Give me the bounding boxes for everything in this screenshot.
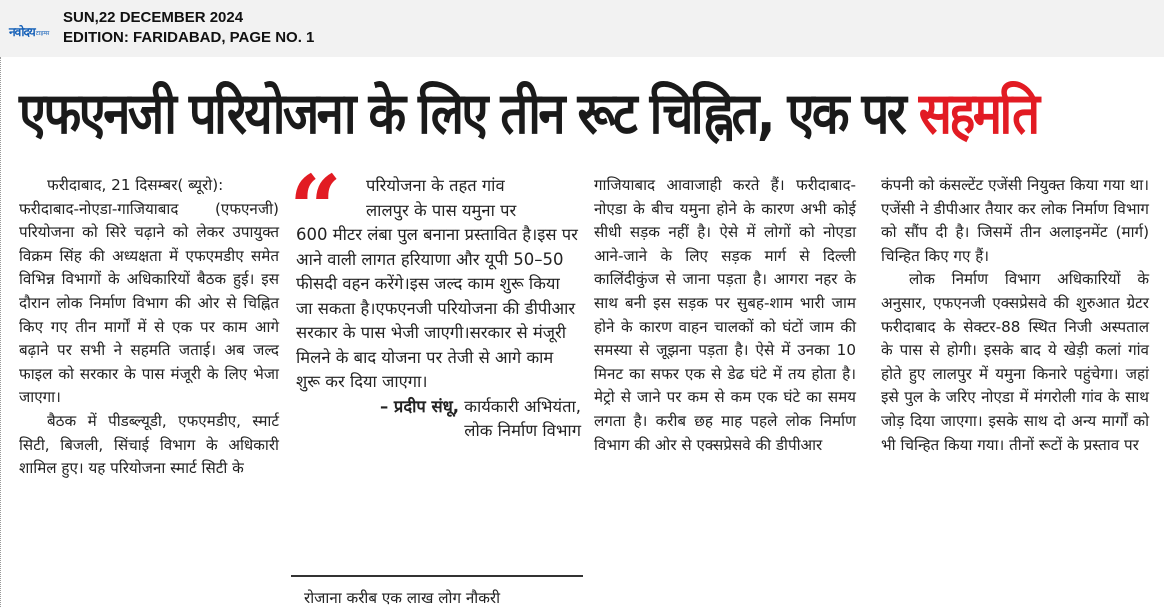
edition-date: SUN,22 DECEMBER 2024	[63, 9, 244, 26]
paragraph: कंपनी को कंसल्टेंट एजेंसी नियुक्त किया गया था। एजेंसी ने डीपीआर तैयार कर लोक निर्माण विभाग को सौंप दी है। जिसमें तीन अलाइनमेंट (मार्ग) चिन्हित किए गए हैं।	[881, 176, 1149, 265]
headline-accent: सहमति	[918, 81, 1038, 147]
quote-divider	[291, 575, 583, 577]
edition-header-bar	[0, 0, 1164, 57]
article-column-4	[881, 174, 1149, 457]
newspaper-page	[0, 57, 1164, 607]
article-column-3	[594, 174, 856, 457]
quote-line-2: लालपुर के पास यमुना पर	[366, 200, 517, 220]
logo-sub-text: टाइम्स	[35, 30, 50, 37]
headline-main: एफएनजी परियोजना के लिए तीन रूट चिह्नित, एक पर	[19, 81, 919, 147]
paragraph: लोक निर्माण विभाग अधिकारियों के अनुसार, एफएनजी एक्सप्रेसवे की शुरुआत ग्रेटर फरीदाबाद के सेक्टर-88 स्थित निजी अस्पताल के पास से होगी। इसके बाद ये खेड़ी कलां गांव होते हुए लालपुर में यमुना किनारे पहुंचेगा। जहां इसे पुल के जरिए नोएडा में मंगरोली गांव के साथ जोड़ दिया जाएगा। इसके साथ दो अन्य मार्गों को भी चिन्हित किया गया। तीनों रूटों के प्रस्ताव पर	[881, 270, 1149, 454]
quote-line-1: परियोजना के तहत गांव	[366, 176, 505, 195]
paragraph: गाजियाबाद आवाजाही करते हैं। फरीदाबाद-नोएडा के बीच यमुना होने के कारण अभी कोई सीधी सड़क नहीं है। ऐसे में लोगों को नोएडा आने-जाने के लिए सड़क मार्ग से दिल्ली कालिंदीकुंज से जाना पड़ता है। आगरा नहर के साथ बनी इस सड़क पर सुबह-शाम भारी जाम होने के कारण वाहन चालकों को घंटों जाम की समस्या से जूझना पड़ता है। ऐसे में उनका 10 मिनट का सफर एक से डेढ घंटे में तय होता है।मेट्रो से जाने पर कम से कम एक घंटे का समय लगता है। करीब छह माह पहले लोक निर्माण विभाग की ओर से एक्सप्रेसवे की डीपीआर	[594, 176, 856, 454]
article-column-1	[19, 174, 279, 481]
quote-open-icon: “	[289, 155, 342, 263]
attribution-dept: लोक निर्माण विभाग	[464, 421, 581, 440]
paragraph: बैठक में पीडब्ल्यूडी, एफएमडीए, स्मार्ट सिटी, बिजली, सिंचाई विभाग के अधिकारी शामिल हुए। यह परियोजना स्मार्ट सिटी के	[19, 411, 279, 478]
article-column-2-continued: रोजाना करीब एक लाख लोग नौकरी	[304, 589, 501, 607]
pull-quote	[296, 174, 581, 444]
dateline: फरीदाबाद, 21 दिसम्बर( ब्यूरो):	[47, 176, 224, 194]
newspaper-logo	[9, 19, 51, 39]
edition-meta	[63, 8, 314, 48]
paragraph: फरीदाबाद-नोएडा-गाजियाबाद (एफएनजी) परियोजना को सिरे चढ़ाने को लेकर उपायुक्त विक्रम सिंह की अध्यक्षता में एफएमडीए समेत विभिन्न विभागों के अधिकारियों बैठक हुई। इस दौरान लोक निर्माण विभाग की ओर से चिह्नित किए गए तीन मार्गों में से एक पर काम आगे बढ़ाने पर सभी ने सहमति जताई। अब जल्द फाइल को सरकार के पास मंजूरी के लिए भेजा जाएगा।	[19, 199, 279, 407]
attribution-title: कार्यकारी अभियंता,	[459, 396, 581, 416]
edition-page: EDITION: FARIDABAD, PAGE NO. 1	[63, 29, 315, 46]
logo-main-text: नवोदय	[9, 25, 35, 39]
attribution-name: – प्रदीप संधू,	[379, 396, 460, 416]
quote-attribution	[296, 395, 581, 420]
quote-body: 600 मीटर लंबा पुल बनाना प्रस्तावित है।इस पर आने वाली लागत हरियाणा और यूपी 50–50 फीसदी वहन करेंगे।इस जल्द काम शुरू किया जा सकता है।एफएनजी परियोजना की डीपीआर सरकार के पास भेजी जाएगी।सरकार से मंजूरी मिलने के बाद योजना पर तेजी से आगे काम शुरू कर दिया जाएगा।	[296, 225, 578, 391]
article-headline	[19, 69, 1038, 159]
